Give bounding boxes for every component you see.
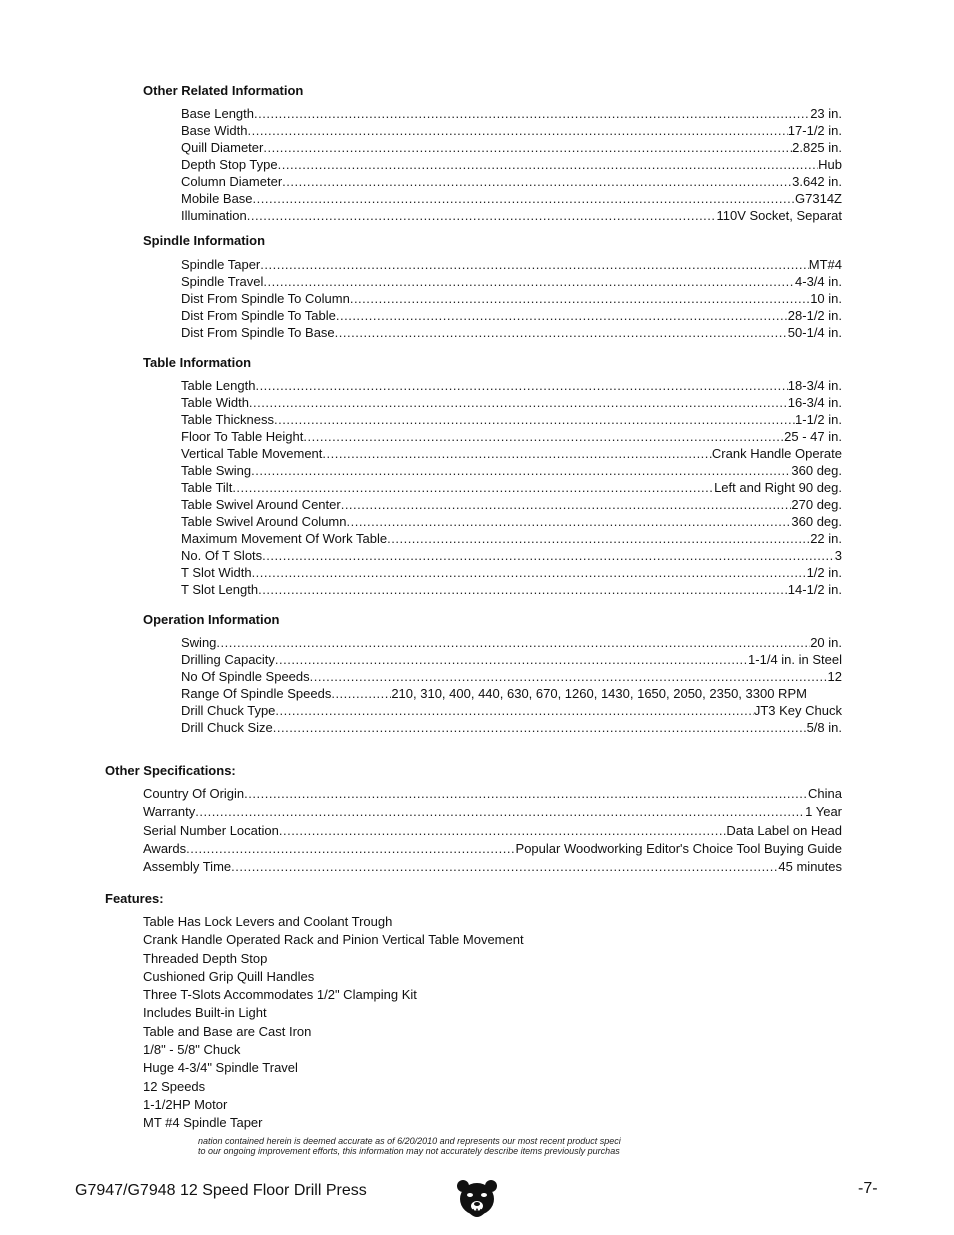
spec-value: 20 in. — [810, 635, 842, 650]
spec-value: G7314Z — [795, 191, 842, 206]
spec-label: Table Swing — [181, 463, 252, 478]
spec-row — [181, 652, 842, 669]
spec-row — [143, 841, 842, 859]
footer-title: G7947/G7948 12 Speed Floor Drill Press — [75, 1182, 367, 1199]
spec-value: 1-1/2 in. — [795, 412, 842, 427]
feature-item: Crank Handle Operated Rack and Pinion Vertical Table Movement — [143, 932, 524, 948]
spec-label: Mobile Base — [181, 191, 253, 206]
spec-row — [181, 208, 842, 225]
spec-label: Table Swivel Around Center — [181, 497, 341, 512]
spec-label: Vertical Table Movement — [181, 446, 323, 461]
spec-label: Dist From Spindle To Column — [181, 291, 350, 306]
spec-label: Column Diameter — [181, 174, 283, 189]
spec-label: Drilling Capacity — [181, 652, 275, 667]
spec-value: 22 in. — [810, 531, 842, 546]
spec-row — [181, 140, 842, 157]
spec-row — [181, 257, 842, 274]
section-heading-other-related: Other Related Information — [143, 83, 304, 98]
spec-label: Base Width — [181, 123, 248, 138]
bear-head-logo-icon — [455, 1177, 499, 1223]
spec-label: Illumination — [181, 208, 247, 223]
spec-value: China — [808, 786, 842, 801]
spec-row — [181, 463, 842, 480]
spec-row — [143, 859, 842, 877]
spec-row — [181, 308, 842, 325]
section-heading-features: Features: — [105, 891, 164, 906]
feature-item: Includes Built-in Light — [143, 1005, 267, 1021]
other-related-list — [181, 106, 842, 225]
spec-label: No Of Spindle Speeds — [181, 669, 310, 684]
spec-value: MT#4 — [808, 257, 842, 272]
spec-label: Dist From Spindle To Table — [181, 308, 336, 323]
page-number: -7- — [858, 1180, 878, 1197]
spec-row — [181, 106, 842, 123]
spec-row — [181, 378, 842, 395]
spec-row — [181, 291, 842, 308]
spec-value: 1-1/4 in. in Steel — [748, 652, 842, 667]
spec-label: Table Tilt — [181, 480, 233, 495]
spec-label: Assembly Time — [143, 859, 232, 875]
spec-label: Swing — [181, 635, 217, 650]
spec-label: Dist From Spindle To Base — [181, 325, 335, 340]
spec-row — [181, 429, 842, 446]
spec-label: T Slot Length — [181, 582, 259, 597]
spec-row — [143, 823, 842, 841]
spec-value: 1 Year — [805, 804, 842, 820]
feature-item: Table Has Lock Levers and Coolant Trough — [143, 914, 393, 929]
spec-value: 1/2 in. — [806, 565, 842, 580]
feature-item: 1-1/2HP Motor — [143, 1096, 228, 1112]
spec-label: Drill Chuck Size — [181, 720, 273, 735]
spec-value: 50-1/4 in. — [787, 325, 842, 340]
section-heading-table: Table Information — [143, 355, 252, 370]
spec-row — [181, 274, 842, 291]
spec-row — [181, 703, 842, 720]
spec-value: 3 — [834, 548, 842, 563]
table-info-list — [181, 378, 842, 599]
spec-label: Quill Diameter — [181, 140, 264, 155]
spec-value: 3.642 in. — [792, 174, 842, 189]
spec-label: Spindle Travel — [181, 274, 264, 289]
spec-row — [181, 669, 842, 686]
spec-row — [181, 720, 842, 737]
disclaimer-line-1: nation contained herein is deemed accurate as of 6/20/2010 and represents our most recent product speci — [198, 1136, 621, 1146]
spec-row — [181, 123, 842, 140]
spec-value: Data Label on Head — [726, 822, 842, 838]
spec-value: 5/8 in. — [806, 720, 842, 735]
spec-value: 28-1/2 in. — [787, 308, 842, 323]
feature-item: Huge 4-3/4" Spindle Travel — [143, 1060, 298, 1076]
spec-row — [181, 635, 842, 652]
spec-label: T Slot Width — [181, 565, 252, 580]
spec-label: Table Thickness — [181, 412, 274, 427]
spec-row — [181, 531, 842, 548]
other-specs-list — [143, 786, 842, 877]
spec-row — [181, 174, 842, 191]
spec-value: 45 minutes — [778, 859, 842, 875]
spec-value: JT3 Key Chuck — [753, 703, 842, 718]
spindle-list — [181, 257, 842, 342]
feature-item: 1/8" - 5/8" Chuck — [143, 1042, 241, 1058]
spec-value: 25 - 47 in. — [784, 429, 842, 444]
spec-row — [181, 325, 842, 342]
spec-row — [181, 412, 842, 429]
spec-value: Hub — [818, 157, 842, 172]
spec-value: 210, 310, 400, 440, 630, 670, 1260, 1430, 1650, 2050, 2350, 3300 RPM — [391, 686, 807, 701]
spec-value: 360 deg. — [791, 514, 842, 529]
operation-list — [181, 635, 842, 737]
spec-value: 270 deg. — [791, 497, 842, 512]
spec-value: Crank Handle Operate — [711, 446, 842, 461]
spec-row — [181, 548, 842, 565]
spec-label: Awards — [143, 840, 187, 856]
feature-item: Table and Base are Cast Iron — [143, 1023, 312, 1039]
spec-row — [143, 804, 842, 822]
spec-label: Depth Stop Type — [181, 157, 278, 172]
spec-row — [181, 395, 842, 412]
spec-row — [181, 191, 842, 208]
feature-item: Cushioned Grip Quill Handles — [143, 968, 315, 984]
spec-row — [181, 157, 842, 174]
spec-label: Country Of Origin — [143, 786, 245, 801]
spec-label: No. Of T Slots — [181, 548, 263, 563]
spec-value: 4-3/4 in. — [795, 274, 842, 289]
spec-value: Left and Right 90 deg. — [714, 480, 842, 495]
spec-label: Maximum Movement Of Work Table — [181, 531, 388, 546]
section-heading-spindle: Spindle Information — [143, 233, 266, 248]
spec-label: Table Width — [181, 395, 249, 410]
feature-item: Three T-Slots Accommodates 1/2" Clamping Kit — [143, 987, 417, 1003]
spec-label: Drill Chuck Type — [181, 703, 276, 718]
feature-item: MT #4 Spindle Taper — [143, 1115, 263, 1131]
feature-item: 12 Speeds — [143, 1078, 206, 1094]
feature-item: Threaded Depth Stop — [143, 950, 268, 966]
spec-value: 10 in. — [810, 291, 842, 306]
spec-row — [181, 446, 842, 463]
spec-row — [181, 686, 842, 703]
spec-value: Popular Woodworking Editor's Choice Tool Buying Guide — [515, 840, 842, 856]
spec-label: Base Length — [181, 106, 255, 121]
disclaimer-line-2: to our ongoing improvement efforts, this information may not accurately describe items previously purchas — [198, 1146, 620, 1156]
spec-row — [143, 786, 842, 804]
spec-label: Table Swivel Around Column — [181, 514, 347, 529]
spec-row — [181, 565, 842, 582]
spec-value: 12 — [827, 669, 842, 684]
spec-value: 17-1/2 in. — [787, 123, 842, 138]
spec-label: Table Length — [181, 378, 256, 393]
spec-label: Floor To Table Height — [181, 429, 304, 444]
spec-value: 18-3/4 in. — [787, 378, 842, 393]
spec-label: Serial Number Location — [143, 822, 279, 838]
section-heading-other-specs: Other Specifications: — [105, 763, 236, 778]
spec-value: 110V Socket, Separat — [716, 208, 842, 223]
spec-value: 23 in. — [810, 106, 842, 121]
spec-value: 2.825 in. — [792, 140, 842, 155]
spec-row — [181, 582, 842, 599]
spec-row — [181, 480, 842, 497]
section-heading-operation: Operation Information — [143, 612, 280, 627]
spec-row — [181, 514, 842, 531]
spec-value: 360 deg. — [791, 463, 842, 478]
spec-value: 14-1/2 in. — [787, 582, 842, 597]
spec-label: Warranty — [143, 804, 196, 820]
spec-value: 16-3/4 in. — [787, 395, 842, 410]
spec-row — [181, 497, 842, 514]
spec-label: Spindle Taper — [181, 257, 261, 272]
features-list — [143, 913, 743, 1131]
spec-label: Range Of Spindle Speeds — [181, 686, 332, 701]
